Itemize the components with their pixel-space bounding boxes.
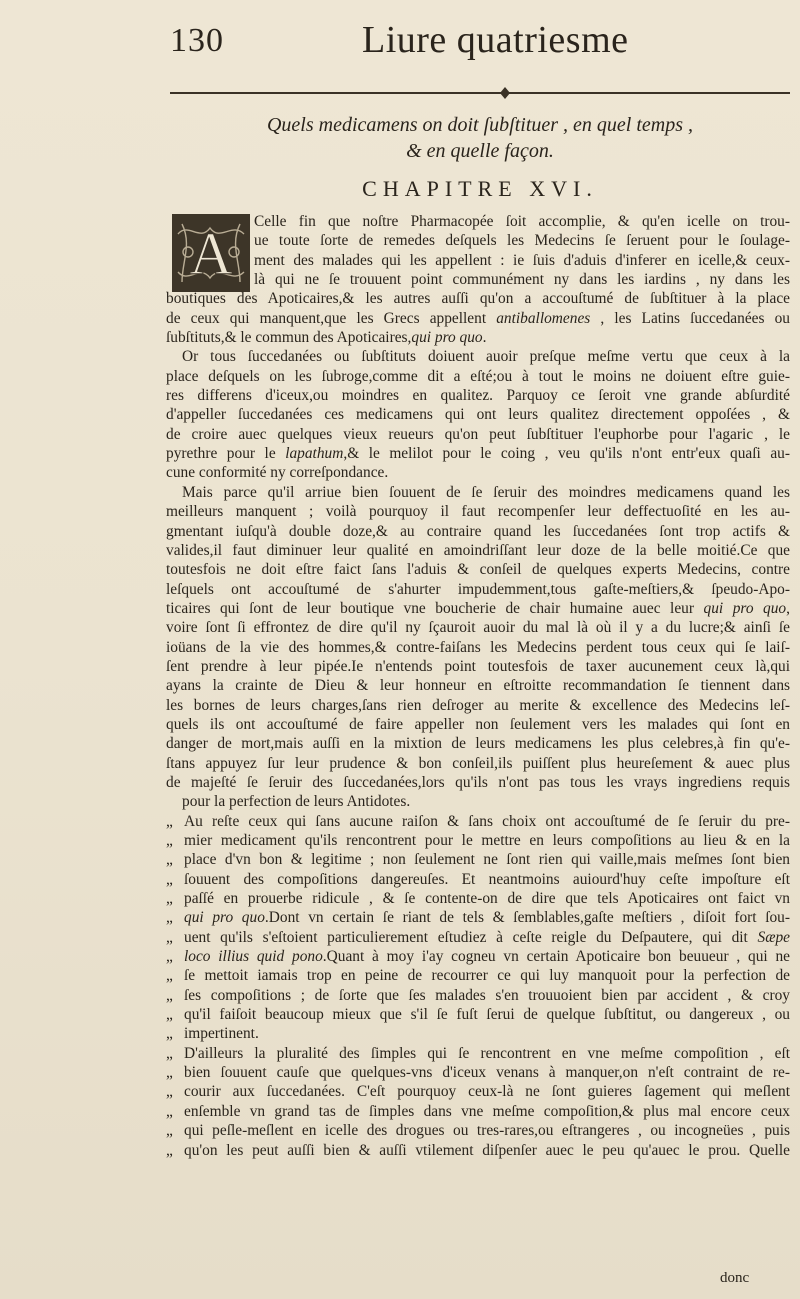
quote-mark: „ xyxy=(166,812,173,830)
text-line: „ ſe mettoit iamais trop en peine de recourrer ce qui luy manquoit pour la perfection de xyxy=(166,967,790,985)
quote-mark: „ xyxy=(166,1006,173,1024)
text-line: ticaires qui ſont de leur boutique vne boucherie de chair humaine auec leur qui pro quo, xyxy=(166,599,790,617)
text-line: „ uent qu'ils s'eſtoient particulierement eſtudiez à ceſte reigle du Deſpautere, qui dit Sæpe xyxy=(166,928,790,946)
quote-mark: „ xyxy=(166,1141,173,1159)
text-line: „ impertinent. xyxy=(166,1025,259,1043)
text-line: res differens d'iceux,ou moindres en qualitez. Parquoy ce ſeroit vne grande abſurdité xyxy=(166,387,790,405)
running-head: Liure quatriesme xyxy=(362,19,629,61)
text-line: pour la perfection de leurs Antidotes. xyxy=(182,793,411,811)
text-line: de croire auec quelques vieux reueurs qu'on peut ſubſtituer l'euphorbe pour l'agaric , le xyxy=(166,425,790,443)
text-line: „ mier medicament qu'ils rencontrent pour le mettre en leurs compoſitions au lieu & en la xyxy=(166,832,790,849)
quote-mark: „ xyxy=(166,1044,173,1062)
rule-ornament-icon xyxy=(498,86,512,100)
section-title xyxy=(170,112,790,164)
text-line: place deſquels on les ſubroge,comme dit a eſté;ou à tout le moins ne doiuent eſtre guie- xyxy=(166,367,790,385)
text-line: ſubſtituts,& le commun des Apoticaires,qui pro quo. xyxy=(166,329,487,347)
text-line: leſquels ont accouſtumé de s'ahurter impudemment,tous gaſte-meſtiers,& ſpeudo-Apo- xyxy=(166,580,790,598)
quote-mark: „ xyxy=(166,1122,173,1140)
quote-mark: „ xyxy=(166,928,173,946)
text-line: danger de mort,mais auſſi en la mixtion de leurs medicamens les plus celebres,à fin qu'e- xyxy=(166,735,790,753)
text-line: Celle fin que noſtre Pharmacopée ſoit accomplie, & qu'en icelle on trou- xyxy=(254,213,790,230)
quote-mark: „ xyxy=(166,1083,173,1101)
text-line: d'appeller ſuccedanées ces medicamens qui ont leurs qualitez directement oppoſées , & xyxy=(166,406,790,424)
text-line: les bornes de leurs charges,ſans rien deſroger au merite & excellence des Medecins leſ- xyxy=(166,696,790,714)
text-line: ioüans de la vie des hommes,& contre-faiſans les Medecins perdent tous ceux qui ſe laiſ- xyxy=(166,638,790,656)
quote-mark: „ xyxy=(166,1102,173,1120)
text-line: Mais parce qu'il arriue bien ſouuent de ſe ſeruir des moindres medicamens quand les xyxy=(182,483,790,501)
quote-mark: „ xyxy=(166,870,173,888)
text-line: gmentant iuſqu'à double doze,& au contraire quand les ſuccedanées ſont trop actifs & xyxy=(166,522,790,540)
quote-mark: „ xyxy=(166,832,173,849)
text-line: „ loco illius quid pono.Quant à moy i'ay cogneu vn certain Apoticaire bon beuueur , qui ne xyxy=(166,948,790,966)
text-line: „ Au reſte ceux qui ſans aucune raiſon & ſans choix ont accouſtumé de ſe ſeruir du pre- xyxy=(166,812,790,830)
section-title-line-2: & en quelle façon. xyxy=(406,140,554,162)
text-line: „ paſſé en prouerbe ridicule , & ſe contente-on de dire que tels Apoticaires ont faict vn xyxy=(166,890,790,908)
quote-mark: „ xyxy=(166,1064,173,1082)
text-line: „ qu'il faiſoit beaucoup mieux que s'il ſe fuſt ſerui de quelque ſubſtitut, ou dangereux , ou xyxy=(166,1006,790,1024)
text-line: „ ſes compoſitions ; de ſorte que ſes malades s'en trouuoient bien par accident , & croy xyxy=(166,986,790,1004)
quote-mark: „ xyxy=(166,986,173,1004)
text-line: „ qu'on les peut auſſi bien & auſſi vtilement diſpenſer auec le peu qu'auec le prou. Quelle xyxy=(166,1141,790,1159)
text-line: „ bien ſouuent cauſe que quelques-vns d'iceux venans à manquer,on n'eſt contraint de re- xyxy=(166,1064,790,1082)
text-line: ſtans appuyez ſur leur prudence & bon conſeil,ils puiſſent plus heureſement & auec plus xyxy=(166,754,790,772)
text-line: pyrethre pour le lapathum,& le melilot pour le coing , veu qu'ils n'ont entr'eux quaſi au- xyxy=(166,445,790,463)
page-header xyxy=(0,18,800,68)
text-line: ayans la crainte de Dieu & leur honneur en eſtroitte recommandation ſe tiennent dans xyxy=(166,677,790,695)
text-line: meilleurs manquent ; voilà pourquoy il faut recompenſer leur deffectuoſité en les au- xyxy=(166,503,790,521)
text-line: Or tous ſuccedanées ou ſubſtituts doiuent auoir preſque meſme vertu que ceux à la xyxy=(182,348,790,366)
text-line: là qui ne ſe trouuent point communément ny dans les iardins , ny dans les xyxy=(254,271,790,289)
text-line: boutiques des Apoticaires,& les autres auſſi qu'on a accouſtumé de ſubſtituer à la place xyxy=(166,290,790,308)
header-rule xyxy=(170,86,790,100)
section-title-line-1: Quels medicamens on doit ſubſtituer , en quel temps , xyxy=(266,114,694,136)
text-line: voire ſont ſi effrontez de dire qu'il ny ſçauroit auoir du mal là où il y a du lucre;& ainſi ſe xyxy=(166,619,790,637)
text-line: „ qui pro quo.Dont vn certain ſe riant de tels & ſemblables,gaſte meſtiers , diſoit fort ſou- xyxy=(166,909,790,927)
text-line: ſent prendre à leur pipée.Ie n'entends point toutesfois de taxer aucunement ceux là,qui xyxy=(166,657,790,675)
text-line: ment des malades qui les appellent : ie ſuis d'aduis d'inferer en icelle,& ceux- xyxy=(254,251,790,269)
text-line: cune conformité ny correſpondance. xyxy=(166,464,389,482)
quote-mark: „ xyxy=(166,948,173,966)
quote-mark: „ xyxy=(166,890,173,908)
quote-mark: „ xyxy=(166,909,173,927)
text-line: de ceux qui manquent,que les Grecs appellent antiballomenes , les Latins ſuccedanées ou xyxy=(166,309,790,327)
text-line: toutesfois ne doit eſtre faict ſans l'aduis & conſeil de quelques experts Medecins, contre xyxy=(166,561,790,579)
chapter-title: CHAPITRE XVI. xyxy=(362,176,598,201)
svg-text:A: A xyxy=(189,221,233,287)
rule-line xyxy=(170,92,790,94)
text-line: „ enſemble vn grand tas de ſimples dans vne meſme compoſition,& plus mal encore ceux xyxy=(166,1102,790,1120)
quote-mark: „ xyxy=(166,967,173,985)
page-number: 130 xyxy=(170,22,224,59)
body-text xyxy=(166,212,790,1160)
text-line: „ place d'vn bon & legitime ; non ſeulement ne ſont rien qui vaille,mais meſmes ſont bien xyxy=(166,851,790,869)
quote-mark: „ xyxy=(166,851,173,869)
text-line: „ D'ailleurs la pluralité des ſimples qui ſe rencontrent en vne meſme compoſition , eſt xyxy=(166,1044,790,1062)
catchword: donc xyxy=(720,1270,750,1286)
text-line: valides,il faut diminuer leur qualité en amoindriſſant leur doze de la belle moitié.Ce que xyxy=(166,541,790,559)
text-line: „ qui peſle-meſlent en icelle des drogues ou tres-rares,ou eſtrangeres , ou incogneües , puis xyxy=(166,1122,790,1140)
text-line: „ ſouuent des compoſitions dangereuſes. Et neantmoins auiourd'huy ceſte impoſture eſt xyxy=(166,870,790,888)
text-line: ue toute ſorte de remedes deſquels les Medecins ſe ſeruent pour le ſoulage- xyxy=(254,232,790,250)
quote-mark: „ xyxy=(166,1025,173,1043)
text-line: de majeſté ſe ſeruir des ſuccedanées,lors qu'ils n'ont pas tous les vrays ingrediens requis xyxy=(166,773,790,791)
text-line: quels ils ont accouſtumé de faire appeller non ſeulement vers les malades qui ſont en xyxy=(166,715,790,733)
text-line: „ courir aux ſuccedanées. C'eſt pourquoy ceux-là ne ſont guieres ſagement qui meſlent xyxy=(166,1083,790,1101)
